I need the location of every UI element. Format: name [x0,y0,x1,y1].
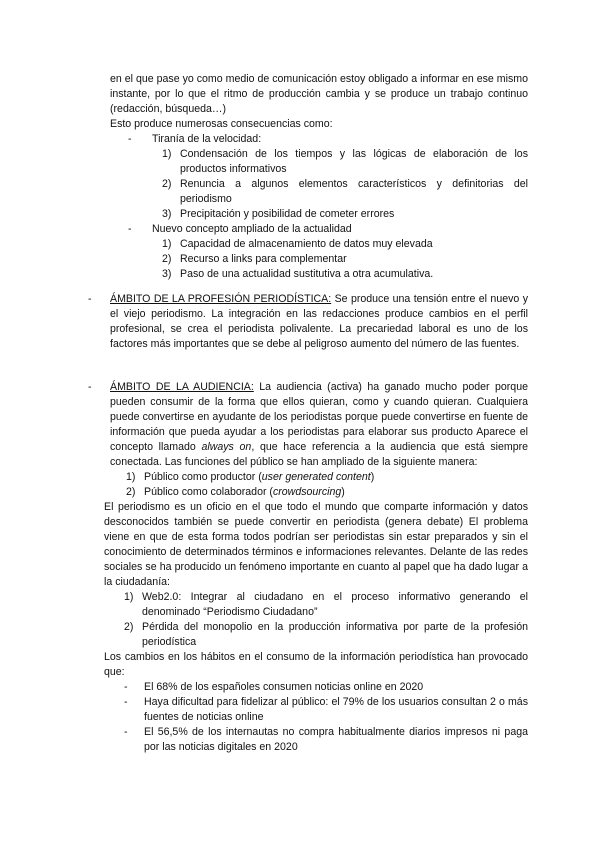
intro-continuation: en el que pase yo como medio de comunicación estoy obligado a informar en ese mismo instante, por lo que el ritmo de producción cambia y se produce un trabajo continuo (redacción, búsqueda…) [110,73,528,115]
always-on-term: always on [201,441,252,453]
section-body: Se produce una tensión entre el nuevo y el viejo periodismo. La integración en las redacciones produce cambios en el perfil profesional, se crea el periodista polivalente. La precariedad laboral es uno de los factores más importantes que se debe al peligroso aumento del número de las fuentes. [110,293,528,350]
list-item [126,485,528,500]
number-marker: 1) [126,471,136,483]
section-heading: ÁMBITO DE LA PROFESIÓN PERIODÍSTICA: [110,293,332,305]
list-item [124,680,528,695]
dash-marker: - [88,381,92,393]
bullet-actualidad [128,222,528,237]
list-item-text: El 56,5% de los internautas no compra habitualmente diarios impresos ni paga por las noticias digitales en 2020 [144,726,528,753]
list-item [124,620,528,650]
list-item-text: Haya dificultad para fidelizar al público: el 79% de los usuarios consultan 2 o más fuentes de noticias online [144,696,528,723]
habits-lead: Los cambios en los hábitos en el consumo de la información periodística han provocado que: [104,651,528,678]
list-item-text [144,470,528,485]
list-item [126,470,528,485]
number-marker: 1) [162,238,172,250]
list-item-text: Renuncia a algunos elementos característicos y definitorias del periodismo [180,178,528,205]
list-item [162,237,528,252]
role-close: ) [370,471,375,483]
number-marker: 2) [124,621,134,633]
dash-marker: - [128,133,132,145]
profesion-paragraph [110,292,528,352]
list-item-text [144,485,528,500]
number-marker: 1) [162,148,172,160]
audiencia-body [104,500,528,755]
number-marker: 2) [162,253,172,265]
list-item-text: Pérdida del monopolio en la producción informativa por parte de la profesión periodística [142,621,528,648]
role-label: Público como productor ( [144,471,262,483]
dash-marker: - [88,293,92,305]
number-marker: 3) [162,268,172,280]
tirania-list [162,147,528,222]
list-item [124,695,528,725]
dash-marker: - [124,681,128,693]
list-item [124,725,528,755]
section-profesion [88,292,528,352]
number-marker: 1) [124,591,134,603]
list-item [162,207,528,222]
role-term: crowdsourcing [272,486,342,498]
list-item-text: Precipitación y posibilidad de cometer errores [180,208,395,220]
list-item-text: Web2.0: Integrar al ciudadano en el proceso informativo generando el denominado “Periodismo Ciudadano” [142,591,528,618]
section-heading: ÁMBITO DE LA AUDIENCIA: [110,381,254,393]
audiencia-paragraph [110,380,528,470]
actualidad-list [162,237,528,282]
dash-marker: - [124,726,128,738]
list-item [162,252,528,267]
periodismo-paragraph: El periodismo es un oficio en el que todo el mundo que comparte información y datos desconocidos también se puede convertir en periodista (genera debate) El problema viene en que de esta forma todos podrían ser periodistas sin estar preparados y sin el conocimiento de determinados términos e informaciones relevantes. Delante de las redes sociales se ha producido un fenómeno importante en cuanto al papel que ha dado lugar a la ciudadanía: [104,501,528,588]
list-item [162,267,528,282]
dash-marker: - [128,223,132,235]
stats-list [124,680,528,755]
bullet-tirania [128,132,528,147]
bullet-label: Tiranía de la velocidad: [152,133,262,145]
number-marker: 2) [162,178,172,190]
roles-list [126,470,528,500]
section-audiencia [88,380,528,755]
list-item-text: Capacidad de almacenamiento de datos muy elevada [180,238,433,250]
list-item [162,177,528,207]
dash-marker: - [124,696,128,708]
section-body: La audiencia (activa) ha ganado mucho poder porque pueden consumir de la forma que ellos quieran, como y cuando quieran. Cualquiera puede convertirse en ayudante de los periodistas porque puede convertirse en fuente de información que pueda ayudar a los periodistas para elaborar sus producto Aparece el concepto llamado [110,381,528,453]
list-item [124,590,528,620]
list-item-text: Paso de una actualidad sustitutiva a otra acumulativa. [180,268,434,280]
list-item-text: Recurso a links para complementar [180,253,347,265]
number-marker: 3) [162,208,172,220]
role-close: ) [341,486,345,498]
points-list [124,590,528,650]
list-item [162,147,528,177]
intro-section [110,72,528,282]
consequences-lead: Esto produce numerosas consecuencias como: [110,118,333,130]
bullet-label: Nuevo concepto ampliado de la actualidad [152,223,352,235]
role-term: user generated content [261,471,371,483]
audiencia-intro [88,380,528,470]
list-item-text: Condensación de los tiempos y las lógicas de elaboración de los productos informativos [180,148,528,175]
number-marker: 2) [126,486,136,498]
list-item-text: El 68% de los españoles consumen noticias online en 2020 [144,681,424,693]
section-body-cont: , que hace referencia a la audiencia que está siempre conectada. Las funciones del público se han ampliado de la siguiente manera: [110,441,529,468]
role-label: Público como colaborador ( [144,486,273,498]
